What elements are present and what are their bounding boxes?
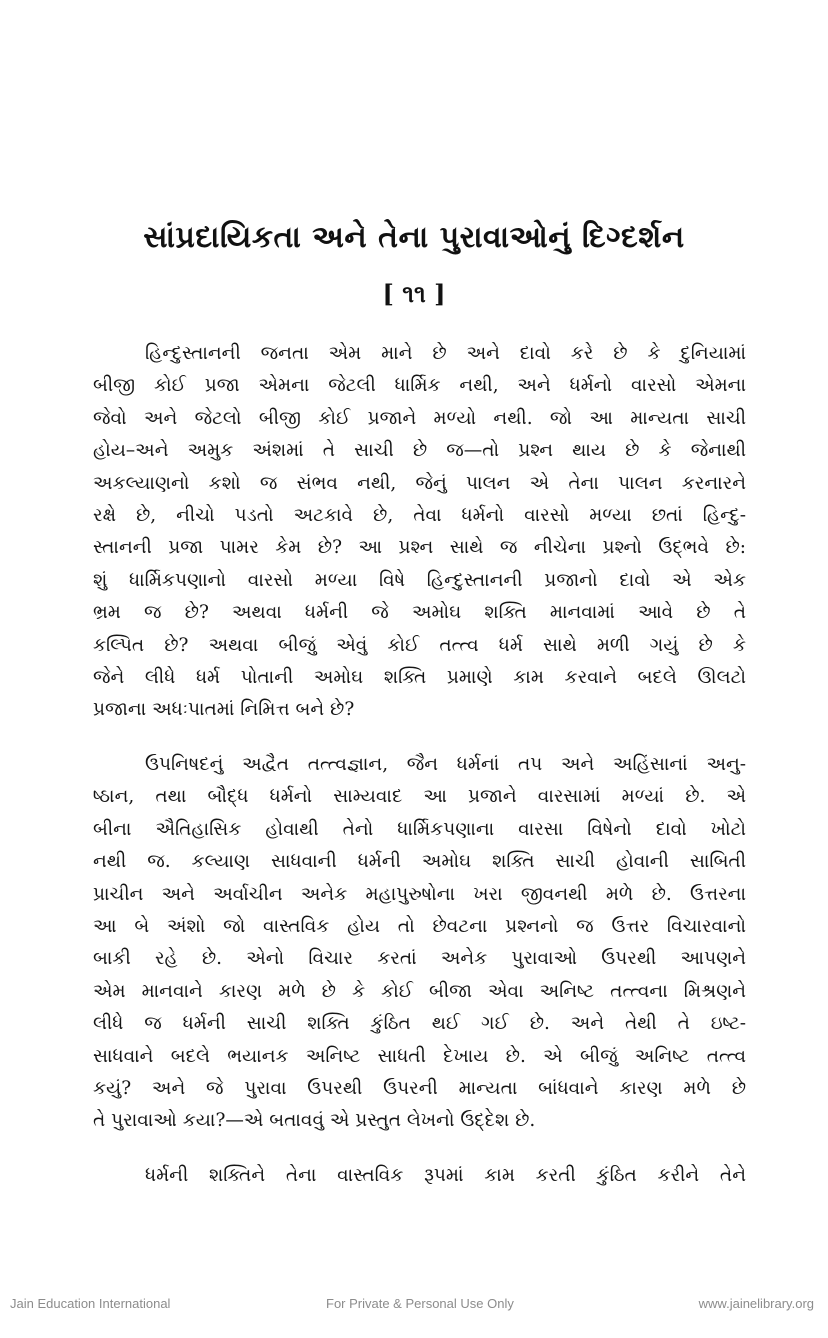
text-line: બીના ઐતિહાસિક હોવાથી તેનો ધાર્મિકપણાના વારસા વિષેનો દાવો ખોટો	[93, 818, 746, 840]
text-line: હિન્દુસ્તાનની જનતા એમ માને છે અને દાવો કરે છે કે દુનિયામાં	[145, 343, 746, 364]
text-line: તે પુરાવાઓ કયા?—એ બતાવવું એ પ્રસ્તુત લેખનો ઉદ્દેશ છે.	[93, 1110, 536, 1132]
text-line: રક્ષે છે, નીચો પડતો અટકાવે છે, તેવા ધર્મનો વારસો મળ્યા છતાં હિન્દુ-	[93, 505, 746, 527]
text-line: ઉપનિષદનું અદ્વૈત તત્ત્વજ્ઞાન, જૈન ધર્મનાં તપ અને અહિંસાનાં અનુ-	[145, 753, 746, 775]
text-line: સ્તાનની પ્રજા પામર કેમ છે? આ પ્રશ્ન સાથે જ નીચેના પ્રશ્નો ઉદ્ભવે છે:	[93, 537, 746, 559]
text-line: જેવો અને જેટલો બીજી કોઈ પ્રજાને મળ્યો નથી. જો આ માન્યતા સાચી	[93, 407, 746, 429]
paragraph-3	[93, 1160, 746, 1192]
text-line: લીધે જ ધર્મની સાચી શક્તિ કુંઠિત થઈ ગઈ છે. અને તેથી તે ઇષ્ટ-	[93, 1013, 746, 1035]
text-line: નથી જ. કલ્યાણ સાધવાની ધર્મની અમોઘ શક્તિ સાચી હોવાની સાબિતી	[93, 851, 746, 873]
text-line: જેને લીધે ધર્મ પોતાની અમોઘ શક્તિ પ્રમાણે કામ કરવાને બદલે ઊલટો	[93, 667, 746, 689]
body-text	[93, 338, 746, 1214]
text-line: ષ્ઠાન, તથા બૌદ્ધ ધર્મનો સામ્યવાદ આ પ્રજાને વારસામાં મળ્યાં છે. એ	[93, 786, 746, 808]
page-footer	[0, 1296, 828, 1316]
footer-publisher: Jain Education International	[10, 1296, 171, 1311]
text-line: પ્રાચીન અને અર્વાચીન અનેક મહાપુરુષોના ખરા જીવનથી મળે છે. ઉત્તરના	[93, 883, 746, 905]
paragraph-2	[93, 749, 746, 1138]
text-line: અકલ્યાણનો કશો જ સંભવ નથી, જેનું પાલન એ તેના પાલન કરનારને	[93, 472, 746, 494]
page-title: સાંપ્રદાયિકતા અને તેના પુરાવાઓનું દિગ્દર્શન	[143, 220, 685, 255]
chapter-number: [ ૧૧ ]	[382, 279, 446, 308]
text-line: બીજી કોઈ પ્રજા એમના જેટલી ધાર્મિક નથી, અને ધર્મનો વારસો એમના	[93, 375, 746, 397]
text-line: ભ્રમ જ છે? અથવા ધર્મની જે અમોઘ શક્તિ માનવામાં આવે છે તે	[93, 602, 746, 624]
footer-usage-notice: For Private & Personal Use Only	[326, 1296, 514, 1311]
text-line: એમ માનવાને કારણ મળે છે કે કોઈ બીજા એવા અનિષ્ટ તત્ત્વના મિશ્રણને	[93, 980, 746, 1002]
text-line: કયું? અને જે પુરાવા ઉપરથી ઉપરની માન્યતા બાંધવાને કારણ મળે છે	[93, 1077, 746, 1099]
text-line: સાધવાને બદલે ભયાનક અનિષ્ટ સાધતી દેખાય છે. એ બીજું અનિષ્ટ તત્ત્વ	[93, 1045, 746, 1067]
text-line: હોય–અને અમુક અંશમાં તે સાચી છે જ—તો પ્રશ્ન થાય છે કે જેનાથી	[93, 440, 746, 462]
text-line: ધર્મની શક્તિને તેના વાસ્તવિક રૂપમાં કામ કરતી કુંઠિત કરીને તેને	[145, 1164, 746, 1186]
text-line: આ બે અંશો જો વાસ્તવિક હોય તો છેવટના પ્રશ્નનો જ ઉત્તર વિચારવાનો	[93, 915, 746, 937]
footer-website: www.jainelibrary.org	[698, 1296, 814, 1311]
paragraph-1	[93, 338, 746, 727]
text-line: બાકી રહે છે. એનો વિચાર કરતાં અનેક પુરાવાઓ ઉપરથી આપણને	[93, 948, 746, 970]
text-line: કલ્પિત છે? અથવા બીજું એવું કોઈ તત્ત્વ ધર્મ સાથે મળી ગયું છે કે	[93, 634, 746, 656]
text-line: પ્રજાના અધઃપાતમાં નિમિત્ત બને છે?	[93, 699, 355, 721]
text-line: શું ધાર્મિકપણાનો વારસો મળ્યા વિષે હિન્દુસ્તાનની પ્રજાનો દાવો એ એક	[93, 569, 746, 591]
